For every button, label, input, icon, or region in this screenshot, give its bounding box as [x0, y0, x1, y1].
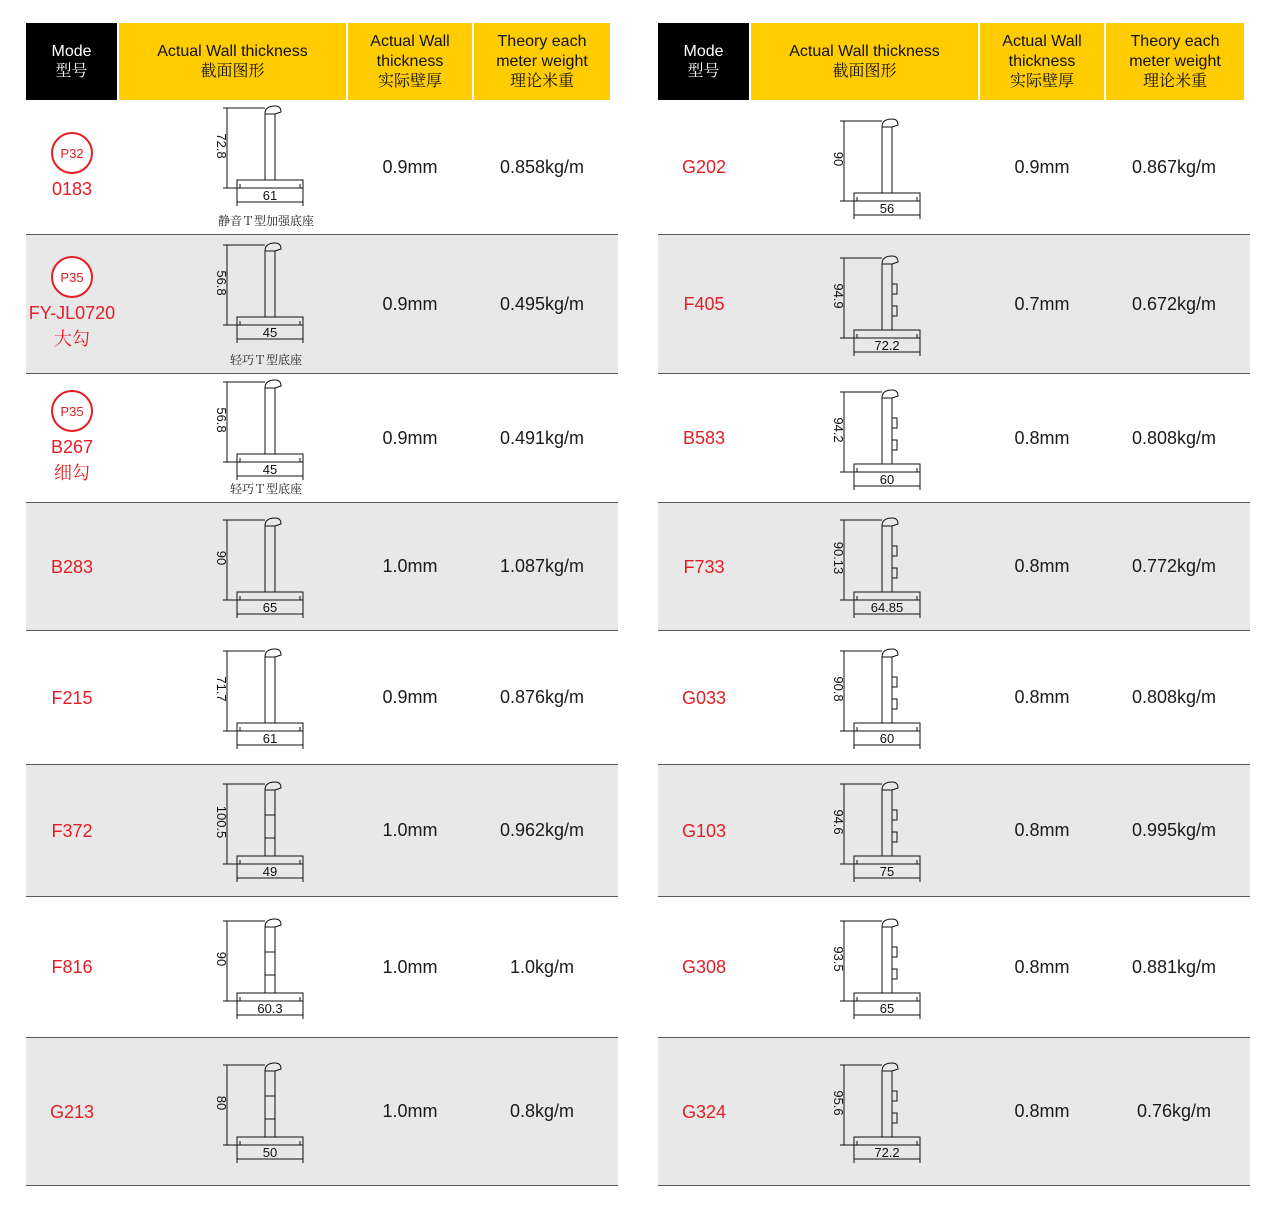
- profile-drawing: [214, 378, 311, 488]
- profile-caption: 轻巧Ｔ型底座: [229, 353, 302, 367]
- profile-drawing: [831, 254, 928, 364]
- profile-post: [882, 526, 892, 592]
- profile-base: [854, 330, 920, 338]
- meter-weight-value: 0.881kg/m: [1131, 956, 1217, 977]
- table-row: [26, 374, 618, 503]
- header-wall: [980, 23, 1104, 100]
- dim-height-label: 71.7: [214, 676, 229, 702]
- profile-post: [265, 927, 275, 993]
- dim-width-label: 72.2: [874, 1145, 900, 1160]
- meter-weight-value: 0.8kg/m: [509, 1101, 575, 1121]
- header-weight: [1106, 23, 1244, 100]
- dim-width-label: 65: [262, 600, 278, 615]
- meter-weight-value: 0.995kg/m: [1131, 820, 1217, 840]
- profile-notches: [892, 1091, 897, 1123]
- header-wall-en1: Actual Wall: [1002, 32, 1082, 50]
- profile-post: [882, 790, 892, 856]
- dim-height-label: 90: [214, 951, 229, 966]
- profile-notches: [892, 546, 897, 578]
- wall-thickness-cell: [350, 235, 470, 373]
- model-cell: [658, 1038, 750, 1185]
- profile-base: [854, 193, 920, 201]
- meter-weight-value: 0.858kg/m: [499, 156, 585, 177]
- model-cell: [26, 503, 118, 630]
- model-code: F372: [51, 820, 93, 841]
- wall-thickness-cell: [982, 100, 1102, 234]
- wall-thickness-value: 0.9mm: [1014, 156, 1070, 177]
- wall-thickness-cell: [350, 897, 470, 1037]
- profile-base: [854, 464, 920, 472]
- meter-weight-value: 0.495kg/m: [499, 293, 585, 314]
- dim-height-label: 72.8: [214, 133, 229, 159]
- table-row: [658, 100, 1250, 235]
- profile-hook: [265, 649, 281, 657]
- model-code: F215: [51, 687, 93, 708]
- header-mode: [658, 23, 749, 100]
- meter-weight-cell: [1104, 631, 1244, 764]
- profile-hook: [265, 380, 281, 388]
- dim-width-label: 60: [879, 471, 895, 487]
- profile-notches: [892, 810, 897, 842]
- meter-weight-value: 1.087kg/m: [499, 556, 585, 576]
- meter-weight-value: 0.672kg/m: [1131, 293, 1217, 314]
- model-cell: [658, 897, 750, 1037]
- model-cell: [26, 897, 118, 1037]
- wall-thickness-value: 0.8mm: [1014, 687, 1070, 707]
- wall-thickness-cell: [982, 503, 1102, 630]
- table-row: [26, 503, 618, 631]
- wall-thickness-cell: [982, 1038, 1102, 1185]
- wall-thickness-cell: [982, 897, 1102, 1037]
- wall-thickness-cell: [982, 631, 1102, 764]
- dim-width-label: 61: [262, 731, 278, 746]
- header-mode-en: Mode: [51, 42, 92, 60]
- dim-width-label: 61: [262, 188, 278, 203]
- model-code: G324: [681, 1101, 727, 1122]
- meter-weight-cell: [1104, 897, 1244, 1037]
- table-row: [658, 503, 1250, 631]
- wall-thickness-value: 0.8mm: [1014, 1101, 1070, 1121]
- header-mode-cn: 型号: [687, 62, 720, 80]
- profile-hook: [882, 390, 898, 398]
- model-cell: [658, 100, 750, 234]
- dim-height-label: 94.9: [831, 282, 846, 309]
- header-shape: [119, 23, 346, 100]
- profile-post: [882, 264, 892, 330]
- table-row: [26, 235, 618, 374]
- meter-weight-cell: [472, 235, 612, 373]
- meter-weight-value: 0.962kg/m: [499, 820, 585, 840]
- dim-width-label: 45: [262, 462, 278, 477]
- profile-drawing: [214, 647, 311, 757]
- model-code: F733: [683, 556, 725, 577]
- meter-weight-cell: [472, 374, 612, 502]
- profile-notches: [892, 947, 897, 979]
- dim-width-label: 49: [262, 864, 278, 879]
- model-cell: [26, 100, 118, 234]
- profile-drawing: [214, 516, 311, 626]
- profile-hook: [882, 119, 898, 127]
- wall-thickness-value: 1.0mm: [382, 1101, 438, 1121]
- dim-height-label: 94.6: [831, 809, 846, 835]
- profile-hook: [882, 1063, 898, 1071]
- page-badge: P32: [51, 132, 93, 174]
- table-row: [26, 100, 618, 235]
- wall-thickness-value: 0.9mm: [382, 156, 438, 177]
- dim-width-label: 60: [879, 731, 895, 746]
- profile-drawing: [831, 388, 928, 498]
- header-weight-en1: Theory each: [497, 32, 587, 50]
- model-code: FY-JL0720: [28, 303, 116, 323]
- model-cell: [26, 765, 118, 896]
- profile-post: [265, 1071, 275, 1137]
- table-row: [26, 897, 618, 1038]
- dim-width-label: 75: [879, 864, 895, 879]
- wall-thickness-value: 0.8mm: [1014, 427, 1070, 448]
- model-code: F816: [51, 957, 93, 977]
- header-shape: [751, 23, 978, 100]
- meter-weight-cell: [472, 503, 612, 630]
- wall-thickness-cell: [350, 503, 470, 630]
- dim-height-label: 90.13: [831, 541, 846, 575]
- header-wall-cn: 实际壁厚: [377, 72, 442, 90]
- header-mode-cn: 型号: [55, 62, 88, 80]
- profile-hook: [882, 919, 898, 927]
- header-weight-en1: Theory each: [1130, 32, 1220, 50]
- dim-height-label: 100.5: [214, 805, 229, 839]
- wall-thickness-value: 0.9mm: [382, 293, 438, 314]
- profile-hook: [265, 919, 281, 927]
- meter-weight-cell: [472, 897, 612, 1037]
- header-weight-en2: meter weight: [1129, 52, 1221, 70]
- header-shape-en: Actual Wall thickness: [157, 42, 308, 60]
- header-weight-cn: 理论米重: [1142, 72, 1207, 90]
- profile-base: [237, 1137, 303, 1145]
- table-row: [658, 897, 1250, 1038]
- profile-drawing: [831, 917, 928, 1027]
- meter-weight-cell: [1104, 503, 1244, 630]
- table-row: [26, 631, 618, 765]
- meter-weight-cell: [472, 1038, 612, 1185]
- profile-hook: [882, 649, 898, 657]
- model-code: F405: [683, 294, 725, 314]
- meter-weight-cell: [472, 765, 612, 896]
- profile-post: [265, 526, 275, 592]
- header-weight: [474, 23, 610, 100]
- dim-height-label: 80: [214, 1095, 229, 1111]
- dim-height-label: 94.2: [831, 416, 846, 443]
- profile-post: [265, 251, 275, 317]
- profile-base: [237, 856, 303, 864]
- model-code: G213: [49, 1101, 95, 1122]
- model-code: G308: [681, 957, 727, 977]
- wall-thickness-value: 0.8mm: [1014, 556, 1070, 576]
- table-row: [26, 1038, 618, 1186]
- dim-width-label: 64.85: [870, 600, 904, 615]
- profile-base: [237, 993, 303, 1001]
- dim-height-label: 90.8: [831, 676, 846, 702]
- model-code: 0183: [51, 179, 93, 199]
- dim-width-label: 65: [879, 1000, 895, 1016]
- header-wall-en2: thickness: [376, 52, 444, 70]
- profile-drawing: [214, 241, 311, 351]
- meter-weight-cell: [1104, 374, 1244, 502]
- model-code: G033: [681, 687, 727, 708]
- wall-thickness-cell: [350, 1038, 470, 1185]
- meter-weight-value: 0.772kg/m: [1131, 556, 1217, 576]
- model-subtitle: 大勾: [54, 329, 90, 349]
- header-wall-cn: 实际壁厚: [1009, 72, 1074, 90]
- header-weight-cn: 理论米重: [509, 72, 574, 90]
- profile-notches: [892, 677, 897, 709]
- model-code: B583: [682, 428, 726, 448]
- profile-base: [237, 723, 303, 731]
- profile-base: [237, 592, 303, 600]
- model-cell: [26, 374, 118, 502]
- model-cell: [26, 235, 118, 373]
- table-row: [658, 235, 1250, 374]
- header-mode: [26, 23, 117, 100]
- profile-base: [854, 723, 920, 731]
- dim-height-label: 90: [831, 151, 846, 166]
- profile-post: [882, 398, 892, 464]
- meter-weight-value: 0.491kg/m: [499, 427, 585, 448]
- profile-base: [237, 454, 303, 462]
- meter-weight-cell: [472, 631, 612, 764]
- wall-thickness-cell: [982, 374, 1102, 502]
- meter-weight-value: 0.76kg/m: [1136, 1101, 1212, 1121]
- profile-hook: [265, 106, 281, 114]
- profile-post: [265, 114, 275, 180]
- profile-notches: [892, 418, 897, 450]
- model-cell: [26, 1038, 118, 1185]
- table-row: [658, 631, 1250, 765]
- profile-post: [882, 927, 892, 993]
- dim-width-label: 50: [262, 1145, 278, 1160]
- meter-weight-value: 0.808kg/m: [1131, 687, 1217, 707]
- spec-table-right: [658, 23, 1250, 1160]
- profile-post: [882, 1071, 892, 1137]
- meter-weight-value: 0.867kg/m: [1131, 156, 1217, 177]
- header-mode-en: Mode: [683, 42, 724, 60]
- profile-base: [237, 180, 303, 188]
- wall-thickness-value: 1.0mm: [382, 820, 438, 840]
- dim-height-label: 90: [214, 550, 229, 566]
- profile-base: [854, 592, 920, 600]
- model-cell: [658, 235, 750, 373]
- meter-weight-cell: [1104, 765, 1244, 896]
- wall-thickness-cell: [982, 235, 1102, 373]
- table-row: [26, 765, 618, 897]
- table-row: [658, 374, 1250, 503]
- profile-hook: [265, 518, 281, 526]
- wall-thickness-cell: [350, 100, 470, 234]
- dim-height-label: 93.5: [831, 945, 846, 972]
- wall-thickness-cell: [350, 631, 470, 764]
- table-row: [658, 1038, 1250, 1186]
- wall-thickness-value: 0.8mm: [1014, 820, 1070, 840]
- profile-hook: [882, 256, 898, 264]
- profile-hook: [882, 518, 898, 526]
- spec-table-left: [26, 23, 618, 1160]
- profile-drawing: [831, 647, 928, 757]
- wall-thickness-cell: [982, 765, 1102, 896]
- profile-drawing: [831, 516, 928, 626]
- profile-caption: 轻巧Ｔ型底座: [229, 482, 302, 496]
- meter-weight-value: 0.876kg/m: [499, 687, 585, 707]
- dim-height-label: 56.8: [214, 407, 229, 433]
- profile-base: [237, 317, 303, 325]
- page-badge: P35: [51, 256, 93, 298]
- model-cell: [658, 503, 750, 630]
- profile-post: [882, 127, 892, 193]
- header-shape-cn: 截面图形: [832, 62, 897, 80]
- model-subtitle: 细勾: [54, 463, 90, 483]
- profile-drawing: [831, 117, 928, 227]
- model-cell: [658, 374, 750, 502]
- model-code: B283: [50, 556, 94, 577]
- page-badge: P35: [51, 390, 93, 432]
- meter-weight-value: 0.808kg/m: [1131, 427, 1217, 448]
- model-code: B267: [50, 437, 94, 457]
- dim-width-label: 72.2: [874, 337, 900, 353]
- profile-caption: 静音Ｔ型加强底座: [217, 214, 314, 228]
- profile-drawing: [831, 780, 928, 890]
- profile-hook: [265, 1063, 281, 1071]
- profile-drawing: [831, 1061, 928, 1171]
- dim-width-label: 60.3: [257, 1000, 283, 1016]
- table-row: [658, 765, 1250, 897]
- meter-weight-cell: [1104, 1038, 1244, 1185]
- table-header: [658, 23, 1250, 100]
- profile-post: [882, 657, 892, 723]
- model-code: G202: [681, 157, 727, 177]
- profile-base: [854, 856, 920, 864]
- meter-weight-cell: [1104, 235, 1244, 373]
- profile-post: [265, 388, 275, 454]
- wall-thickness-cell: [350, 765, 470, 896]
- model-code: G103: [681, 820, 727, 841]
- profile-notches: [892, 284, 897, 316]
- header-wall-en1: Actual Wall: [370, 32, 450, 50]
- table-header: [26, 23, 618, 100]
- meter-weight-cell: [1104, 100, 1244, 234]
- wall-thickness-value: 1.0mm: [382, 556, 438, 576]
- wall-thickness-value: 0.7mm: [1014, 293, 1070, 314]
- model-cell: [26, 631, 118, 764]
- profile-drawing: [214, 917, 311, 1027]
- dim-height-label: 95.6: [831, 1090, 846, 1116]
- header-shape-cn: 截面图形: [200, 62, 265, 80]
- profile-hook: [265, 782, 281, 790]
- header-weight-en2: meter weight: [496, 52, 588, 70]
- meter-weight-value: 1.0kg/m: [509, 956, 575, 977]
- wall-thickness-value: 1.0mm: [382, 956, 438, 977]
- dim-width-label: 45: [262, 324, 278, 340]
- dim-height-label: 56.8: [214, 269, 229, 296]
- profile-drawing: [214, 1061, 311, 1171]
- profile-base: [854, 1137, 920, 1145]
- header-shape-en: Actual Wall thickness: [789, 42, 940, 60]
- wall-thickness-cell: [350, 374, 470, 502]
- header-wall-en2: thickness: [1008, 52, 1076, 70]
- profile-hook: [265, 243, 281, 251]
- wall-thickness-value: 0.9mm: [382, 427, 438, 448]
- dim-width-label: 56: [879, 200, 895, 216]
- model-cell: [658, 765, 750, 896]
- wall-thickness-value: 0.9mm: [382, 687, 438, 707]
- profile-base: [854, 993, 920, 1001]
- header-wall: [348, 23, 472, 100]
- wall-thickness-value: 0.8mm: [1014, 956, 1070, 977]
- profile-drawing: [214, 780, 311, 890]
- profile-post: [265, 657, 275, 723]
- model-cell: [658, 631, 750, 764]
- profile-drawing: [214, 104, 311, 214]
- meter-weight-cell: [472, 100, 612, 234]
- profile-hook: [882, 782, 898, 790]
- profile-post: [265, 790, 275, 856]
